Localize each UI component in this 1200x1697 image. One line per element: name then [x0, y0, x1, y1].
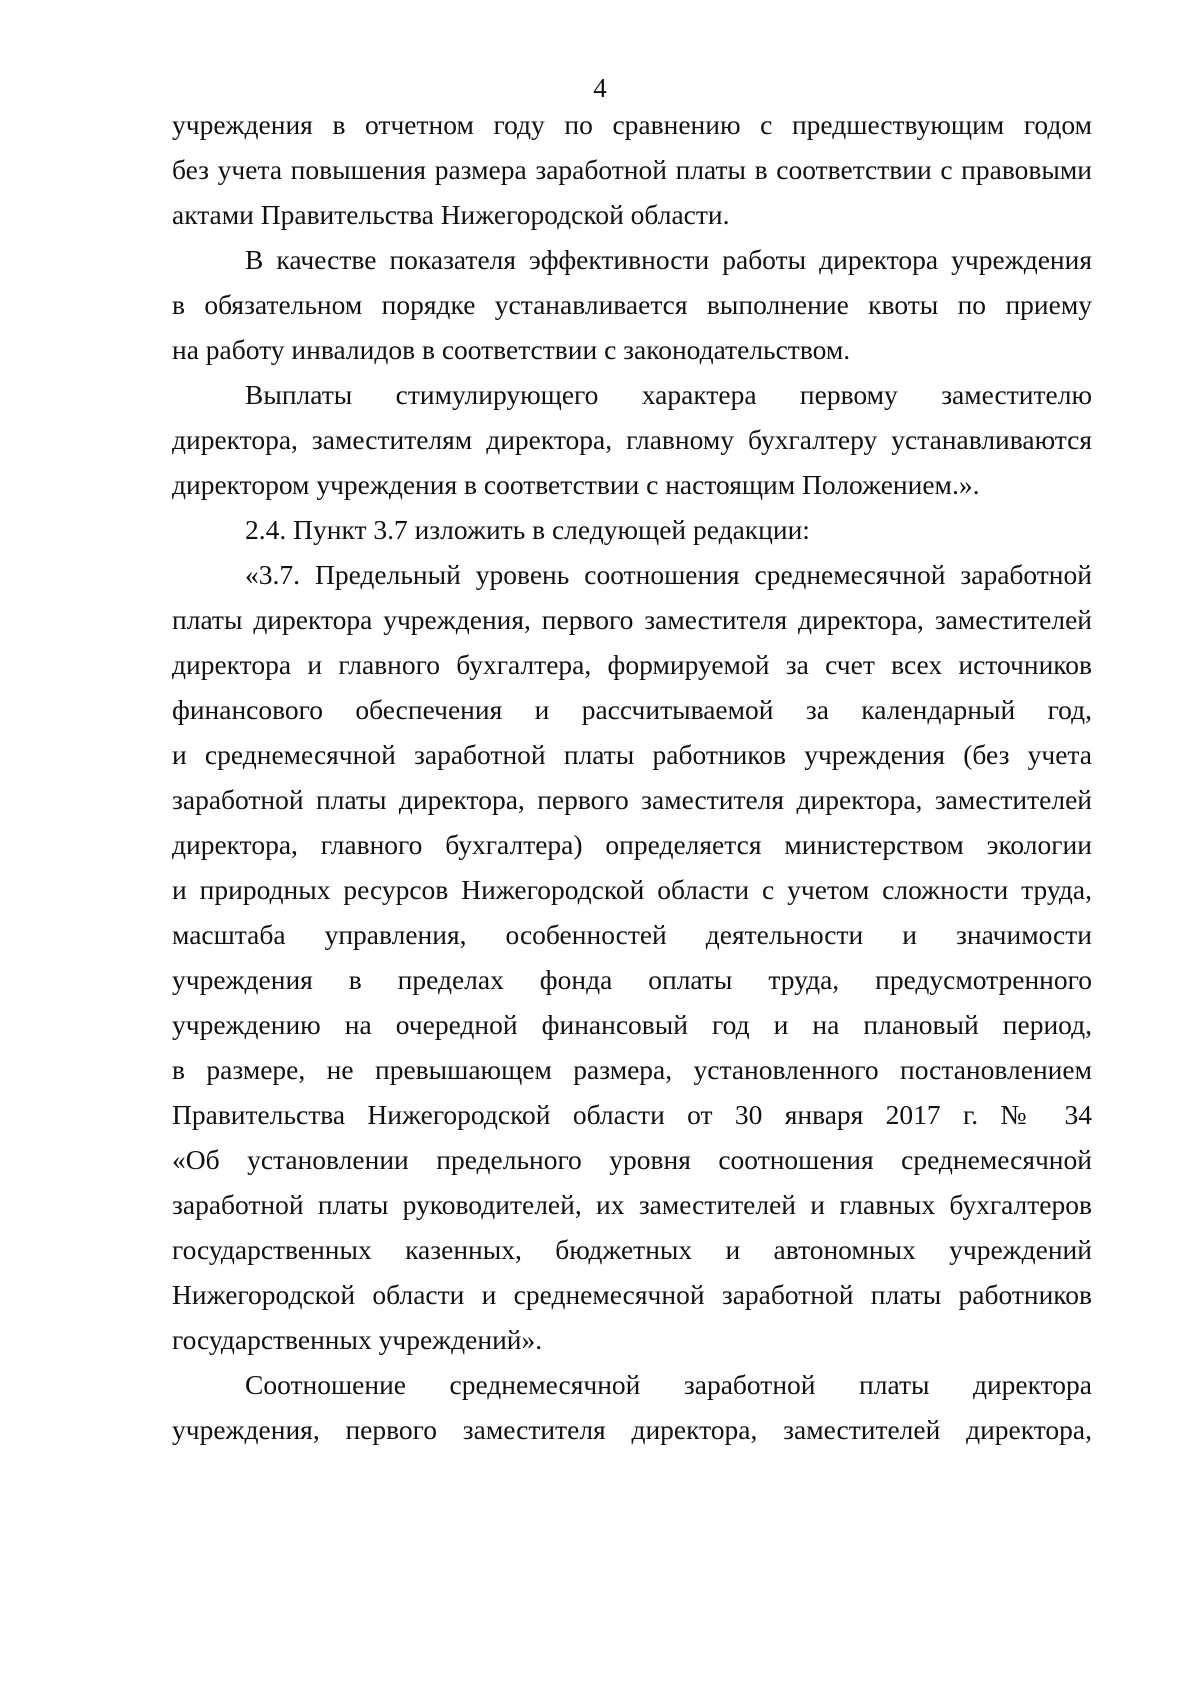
text-line: «3.7. Предельный уровень соотношения среднемесячной заработной — [245, 559, 1092, 590]
text-line: государственных казенных, бюджетных и автономных учреждений — [172, 1234, 1092, 1265]
text-line: директора, заместителям директора, главному бухгалтеру устанавливаются — [172, 424, 1092, 455]
text-line: директора и главного бухгалтера, формируемой за счет всех источников — [172, 649, 1092, 680]
text-line: Нижегородской области и среднемесячной заработной платы работников — [172, 1279, 1092, 1310]
text-line: и природных ресурсов Нижегородской области с учетом сложности труда, — [172, 874, 1092, 905]
text-line: учреждения в отчетном году по сравнению с предшествующим годом — [172, 109, 1092, 140]
text-line: Соотношение среднемесячной заработной платы директора — [245, 1369, 1092, 1400]
text-line: государственных учреждений». — [172, 1324, 543, 1355]
text-line: и среднемесячной заработной платы работников учреждения (без учета — [172, 739, 1092, 770]
text-line: учреждению на очередной финансовый год и на плановый период, — [172, 1009, 1092, 1040]
text-line: «Об установлении предельного уровня соотношения среднемесячной — [172, 1144, 1092, 1175]
text-line: в размере, не превышающем размера, установленного постановлением — [172, 1054, 1092, 1085]
text-line: учреждения в пределах фонда оплаты труда, предусмотренного — [172, 964, 1092, 995]
text-line: Правительства Нижегородской области от 30 января 2017 г. № 34 — [172, 1099, 1092, 1130]
text-line: учреждения, первого заместителя директора, заместителей директора, — [172, 1414, 1092, 1445]
text-line: на работу инвалидов в соответствии с законодательством. — [172, 334, 851, 365]
page-number: 4 — [593, 73, 607, 103]
text-line: 2.4. Пункт 3.7 изложить в следующей редакции: — [245, 514, 810, 545]
text-line: заработной платы директора, первого заместителя директора, заместителей — [172, 784, 1092, 815]
text-line: В качестве показателя эффективности работы директора учреждения — [245, 244, 1092, 275]
text-line: финансового обеспечения и рассчитываемой за календарный год, — [172, 694, 1092, 725]
text-line: платы директора учреждения, первого заместителя директора, заместителей — [172, 604, 1092, 635]
text-line: Выплаты стимулирующего характера первому заместителю — [245, 379, 1092, 410]
text-line: актами Правительства Нижегородской области. — [172, 199, 730, 230]
text-line: без учета повышения размера заработной платы в соответствии с правовыми — [172, 154, 1092, 185]
text-line: в обязательном порядке устанавливается выполнение квоты по приему — [172, 289, 1092, 320]
text-line: директора, главного бухгалтера) определяется министерством экологии — [172, 829, 1092, 860]
text-line: заработной платы руководителей, их заместителей и главных бухгалтеров — [172, 1189, 1092, 1220]
text-line: директором учреждения в соответствии с настоящим Положением.». — [172, 469, 980, 500]
text-line: масштаба управления, особенностей деятельности и значимости — [172, 919, 1092, 950]
